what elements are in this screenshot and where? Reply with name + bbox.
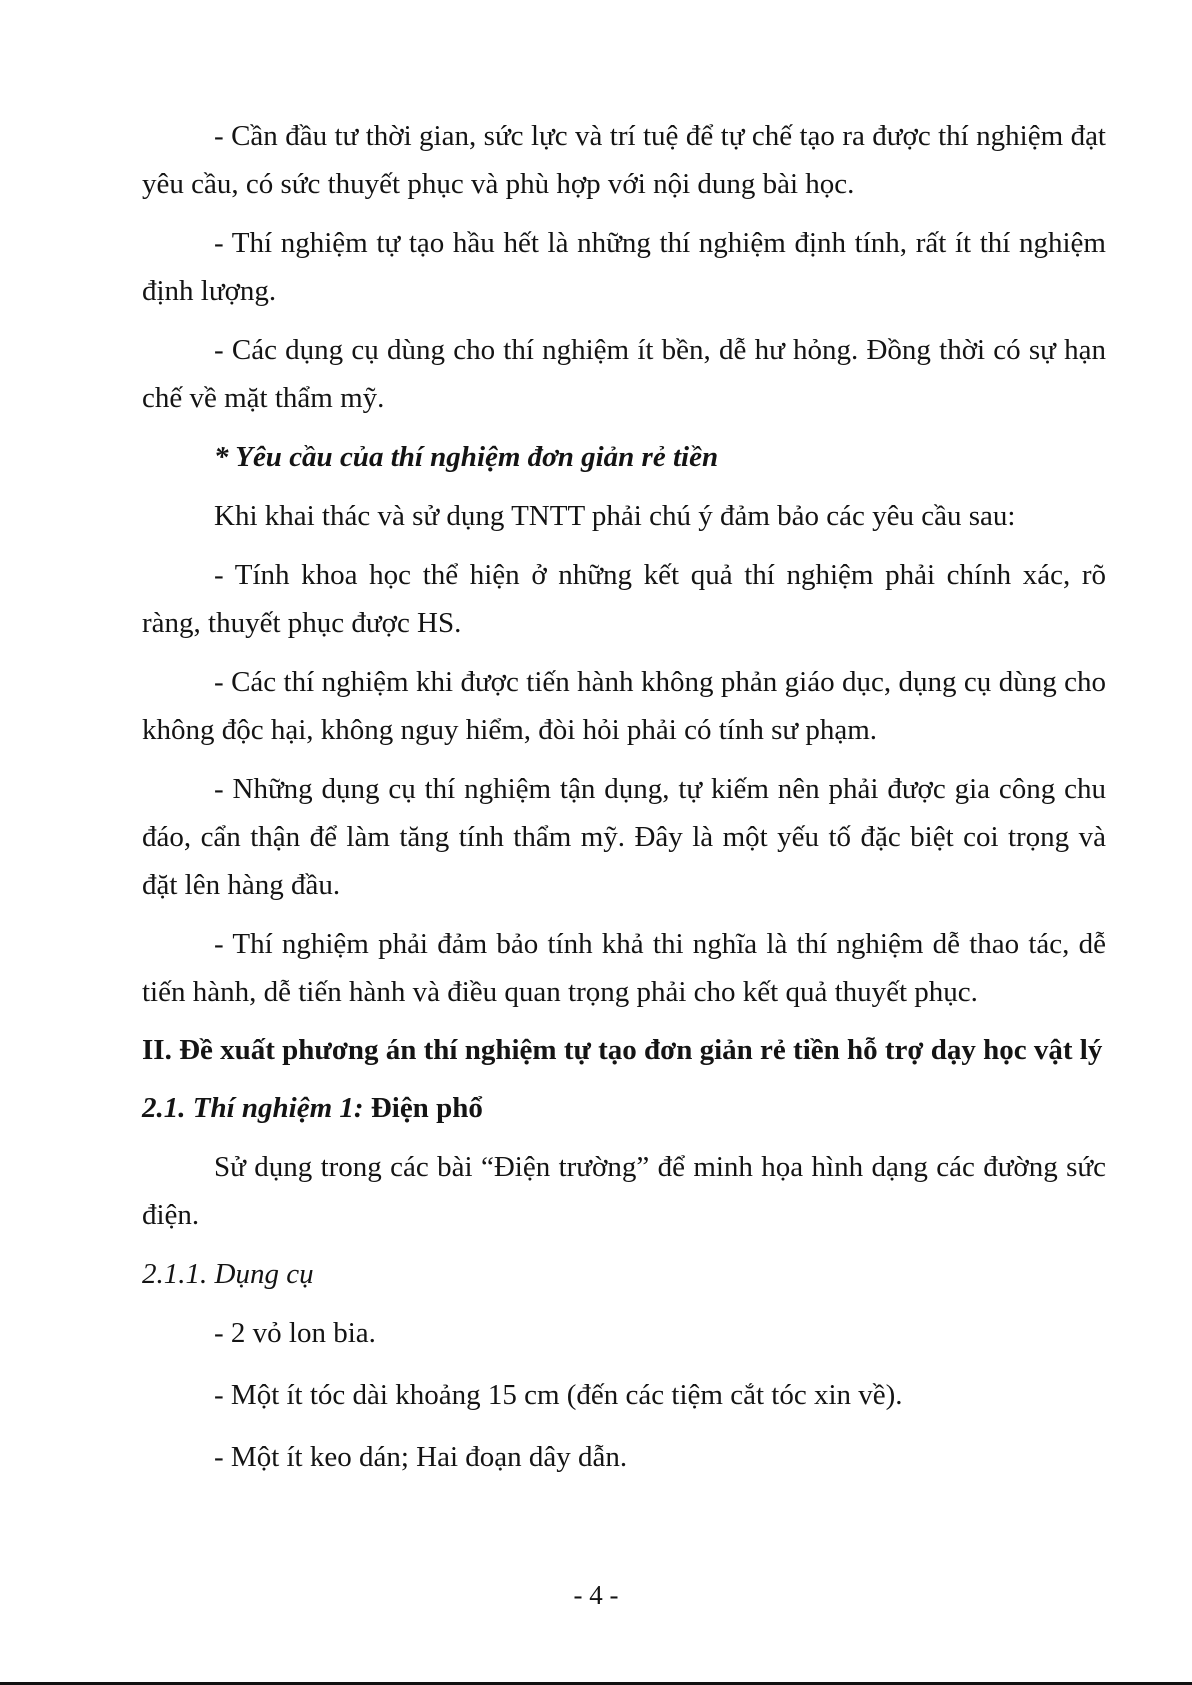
- document-page: [142, 112, 1106, 1495]
- experiment-1-name: Điện phổ: [370, 1092, 483, 1124]
- paragraph-effort: - Cần đầu tư thời gian, sức lực và trí tuệ để tự chế tạo ra được thí nghiệm đạt yêu cầu, có sức thuyết phục và phù hợp với nội dung bài học.: [142, 120, 1106, 200]
- paragraph-requirements-intro: Khi khai thác và sử dụng TNTT phải chú ý đảm bảo các yêu cầu sau:: [214, 500, 1016, 532]
- page-number: - 4 -: [573, 1580, 619, 1610]
- paragraph-scientific: - Tính khoa học thể hiện ở những kết quả thí nghiệm phải chính xác, rõ ràng, thuyết phục được HS.: [142, 559, 1106, 639]
- section-2-title: II. Đề xuất phương án thí nghiệm tự tạo đơn giản rẻ tiền hỗ trợ dạy học vật lý: [142, 1034, 1103, 1066]
- experiment-1-label: 2.1. Thí nghiệm 1:: [142, 1092, 364, 1124]
- tool-item: - 2 vỏ lon bia.: [214, 1317, 376, 1349]
- requirements-heading: * Yêu cầu của thí nghiệm đơn giản rẻ tiền: [214, 441, 719, 473]
- paragraph-usage: Sử dụng trong các bài “Điện trường” để minh họa hình dạng các đường sức điện.: [142, 1151, 1106, 1231]
- paragraph-qualitative: - Thí nghiệm tự tạo hầu hết là những thí nghiệm định tính, rất ít thí nghiệm định lượng.: [142, 227, 1106, 307]
- tool-item: - Một ít keo dán; Hai đoạn dây dẫn.: [214, 1441, 628, 1473]
- paragraph-durability: - Các dụng cụ dùng cho thí nghiệm ít bền, dễ hư hỏng. Đồng thời có sự hạn chế về mặt thẩm mỹ.: [142, 334, 1106, 414]
- tools-heading: 2.1.1. Dụng cụ: [142, 1258, 314, 1290]
- paragraph-aesthetics: - Những dụng cụ thí nghiệm tận dụng, tự kiếm nên phải được gia công chu đáo, cẩn thận để làm tăng tính thẩm mỹ. Đây là một yếu tố đặc biệt coi trọng và đặt lên hàng đầu.: [142, 773, 1106, 901]
- tool-item: - Một ít tóc dài khoảng 15 cm (đến các tiệm cắt tóc xin về).: [214, 1379, 903, 1411]
- paragraph-feasibility: - Thí nghiệm phải đảm bảo tính khả thi nghĩa là thí nghiệm dễ thao tác, dễ tiến hành, dễ tiến hành và điều quan trọng phải cho kết quả thuyết phục.: [142, 928, 1106, 1008]
- experiment-1-heading: [142, 1084, 1106, 1132]
- paragraph-safety: - Các thí nghiệm khi được tiến hành không phản giáo dục, dụng cụ dùng cho không độc hại, không nguy hiểm, đòi hỏi phải có tính sư phạm.: [142, 666, 1106, 746]
